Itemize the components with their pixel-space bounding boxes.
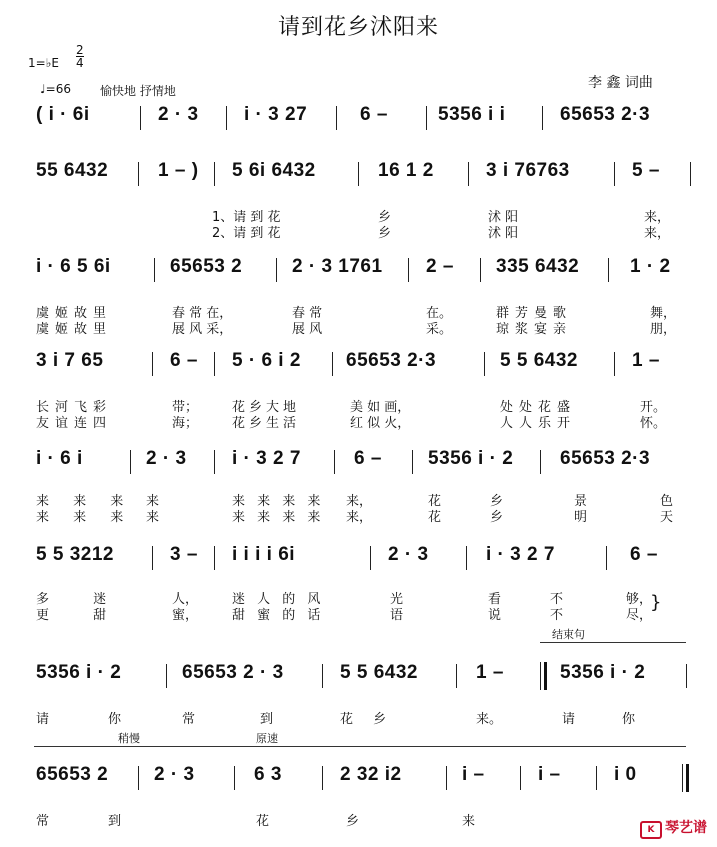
lyric: 群芳曼歌 — [496, 306, 573, 321]
lyric: 沭 阳 — [488, 226, 519, 241]
measure: 2 – — [426, 256, 454, 277]
barline — [426, 106, 427, 130]
barline — [154, 258, 155, 282]
lyric: 虞姬故里 — [36, 322, 113, 337]
measure: 3 – — [170, 544, 198, 565]
measure: 5 5 3212 — [36, 544, 114, 565]
lyric: 长河飞彩 — [36, 400, 113, 415]
logo-text: 琴艺谱 — [665, 820, 707, 836]
key-text: 1=♭E — [28, 56, 59, 70]
measure: 1 · 2 — [630, 256, 671, 277]
measure: 1 – — [632, 350, 660, 371]
lyric: 光 — [390, 592, 404, 607]
lyric: 语 — [390, 608, 404, 623]
measure: 6 – — [630, 544, 658, 565]
lyric: 不 — [550, 592, 564, 607]
barline — [332, 352, 333, 376]
lyric: 人， — [172, 592, 199, 607]
barline — [606, 546, 607, 570]
tempo-change-label: 稍慢 — [118, 732, 140, 745]
barline — [608, 258, 609, 282]
lyric: 春 常 在， — [172, 306, 233, 321]
barline — [334, 450, 335, 474]
measure: i · 3 2 7 — [232, 448, 301, 469]
measure: 5356 i · 2 — [36, 662, 122, 683]
lyric: 花乡大地 — [232, 400, 301, 415]
measure: 65653 2 — [36, 764, 109, 785]
measure: 16 1 2 — [378, 160, 434, 181]
barline — [614, 352, 615, 376]
barline — [542, 106, 543, 130]
barline — [140, 106, 141, 130]
lyric: 花乡生活 — [232, 416, 301, 431]
barline — [322, 766, 323, 790]
lyric: 花 — [256, 814, 270, 829]
measure: ( i · 6i — [36, 104, 90, 125]
lyric: 尽， — [626, 608, 653, 623]
measure: i · 6 i — [36, 448, 83, 469]
lyric: 美 如 画， — [350, 400, 411, 415]
measure: 3 i 76763 — [486, 160, 570, 181]
lyric: 乡 — [378, 226, 392, 241]
lyric: 来， — [346, 510, 373, 525]
barline — [214, 352, 215, 376]
measure: 335 6432 — [496, 256, 580, 277]
barline — [234, 766, 235, 790]
lyric: 海； — [172, 416, 199, 431]
lyric: 展 风 — [292, 322, 323, 337]
lyric: 人人乐开 — [500, 416, 577, 431]
lyric: 明 — [574, 510, 588, 525]
lyric: 天 — [660, 510, 674, 525]
lyric: 开。 — [640, 400, 667, 415]
measure: 1 – ) — [158, 160, 199, 181]
measure: i – — [538, 764, 561, 785]
expression-mark: 愉快地 抒情地 — [100, 84, 176, 98]
measure: 5 6i 6432 — [232, 160, 316, 181]
measure: 2 · 3 — [154, 764, 195, 785]
barline — [682, 764, 683, 792]
measure: 5 – — [632, 160, 660, 181]
measure: 5356 i · 2 — [560, 662, 646, 683]
lyric: 到 — [260, 712, 274, 727]
measure: 6 – — [354, 448, 382, 469]
lyric: 怀。 — [640, 416, 667, 431]
barline — [322, 664, 323, 688]
barline — [468, 162, 469, 186]
lyric: 看 — [488, 592, 502, 607]
barline — [130, 450, 131, 474]
lyric: 更 甜 — [36, 608, 127, 623]
lyric: 来， — [644, 210, 671, 225]
measure: 2 · 3 — [146, 448, 187, 469]
lyric: 乡 — [378, 210, 392, 225]
lyric: 景 — [574, 494, 588, 509]
measure: 2 32 i2 — [340, 764, 402, 785]
barline — [138, 766, 139, 790]
measure: 6 3 — [254, 764, 282, 785]
barline — [370, 546, 371, 570]
measure: 55 6432 — [36, 160, 109, 181]
lyric: 来。 — [476, 712, 503, 727]
barline — [412, 450, 413, 474]
barline — [358, 162, 359, 186]
lyric: 乡 — [490, 510, 504, 525]
barline — [540, 450, 541, 474]
measure: i · 3 27 — [244, 104, 308, 125]
barline — [336, 106, 337, 130]
measure: 3 i 7 65 — [36, 350, 104, 371]
barline — [690, 162, 691, 186]
lyric: 朋， — [650, 322, 677, 337]
ending-bracket — [540, 642, 686, 643]
lyric: 花 — [428, 510, 442, 525]
barline — [214, 546, 215, 570]
lyric: 带； — [172, 400, 199, 415]
lyric: 来 来 来 来 — [232, 510, 325, 525]
ending-label: 结束句 — [552, 628, 585, 641]
measure: 6 – — [360, 104, 388, 125]
site-logo — [640, 817, 707, 839]
measure: 65653 2 · 3 — [182, 662, 284, 683]
lyric: 1、请 到 花 — [212, 210, 281, 225]
lyric: 来 来 来 — [36, 510, 134, 525]
measure: i i i i 6i — [232, 544, 296, 565]
measure: 65653 2·3 — [560, 448, 651, 469]
lyric: 来 — [462, 814, 476, 829]
measure: i · 6 5 6i — [36, 256, 111, 277]
measure: i · 3 2 7 — [486, 544, 555, 565]
measure: 65653 2 — [170, 256, 243, 277]
song-title: 请到花乡沭阳来 — [277, 15, 439, 40]
time-num: 2 — [76, 43, 84, 57]
lyric: 友谊连四 — [36, 416, 113, 431]
barline — [214, 450, 215, 474]
time-signature — [76, 44, 84, 69]
lyric: 花 乡 — [340, 712, 395, 727]
lyric: 够， — [626, 592, 653, 607]
lyric: 请 — [562, 712, 576, 727]
barline — [226, 106, 227, 130]
barline — [152, 546, 153, 570]
barline — [276, 258, 277, 282]
barline — [152, 352, 153, 376]
lyric: 蜜， — [172, 608, 199, 623]
lyric: 花 — [428, 494, 442, 509]
barline — [214, 162, 215, 186]
brace-mark: } — [650, 592, 662, 613]
barline — [614, 162, 615, 186]
measure: 5 5 6432 — [340, 662, 418, 683]
lyric: 你 — [622, 712, 636, 727]
lyric: 来 来 来 — [36, 494, 134, 509]
lyric: 采。 — [426, 322, 453, 337]
lyric: 处处花盛 — [500, 400, 577, 415]
lyric: 你 — [108, 712, 122, 727]
lyric: 甜 蜜 的 话 — [232, 608, 325, 623]
lyric: 在。 — [426, 306, 453, 321]
barline — [466, 546, 467, 570]
lyric: 春 常 — [292, 306, 323, 321]
barline — [484, 352, 485, 376]
measure: 65653 2·3 — [560, 104, 651, 125]
tempo-change-label: 原速 — [256, 732, 278, 745]
barline — [408, 258, 409, 282]
lyric: 不 — [550, 608, 564, 623]
measure: 5 · 6 i 2 — [232, 350, 301, 371]
lyric: 红 似 火， — [350, 416, 411, 431]
key-signature — [28, 56, 59, 70]
ending-bracket — [34, 746, 686, 747]
lyric: 常 — [36, 814, 50, 829]
lyric: 舞， — [650, 306, 677, 321]
lyric: 乡 — [490, 494, 504, 509]
measure: 2 · 3 — [158, 104, 199, 125]
measure: 5 5 6432 — [500, 350, 578, 371]
measure: 2 · 3 1761 — [292, 256, 383, 277]
measure: 65653 2·3 — [346, 350, 437, 371]
repeat-barline — [544, 662, 547, 690]
lyric: 来 — [146, 510, 160, 525]
lyric: 到 — [108, 814, 122, 829]
measure: 6 – — [170, 350, 198, 371]
lyric: 琼浆宴亲 — [496, 322, 573, 337]
measure: 1 – — [476, 662, 504, 683]
barline — [540, 662, 541, 690]
measure: 2 · 3 — [388, 544, 429, 565]
barline — [166, 664, 167, 688]
barline — [456, 664, 457, 688]
final-barline — [686, 764, 689, 792]
barline — [686, 664, 687, 688]
lyric: 请 — [36, 712, 50, 727]
measure: i 0 — [614, 764, 637, 785]
measure: i – — [462, 764, 485, 785]
barline — [520, 766, 521, 790]
lyric: 多 迷 — [36, 592, 127, 607]
lyric: 常 — [182, 712, 196, 727]
measure: 5356 i · 2 — [428, 448, 514, 469]
author-credit: 李 鑫 词曲 — [588, 75, 653, 91]
lyric: 乡 — [346, 814, 360, 829]
barline — [446, 766, 447, 790]
lyric: 来， — [346, 494, 373, 509]
barline — [480, 258, 481, 282]
lyric: 来 来 来 来 — [232, 494, 325, 509]
lyric: 来 — [146, 494, 160, 509]
tempo-mark: ♩=66 — [40, 82, 71, 96]
lyric: 虞姬故里 — [36, 306, 113, 321]
lyric: 2、请 到 花 — [212, 226, 281, 241]
lyric: 沭 阳 — [488, 210, 519, 225]
barline — [138, 162, 139, 186]
lyric: 迷 人 的 风 — [232, 592, 325, 607]
lyric: 展 风 采， — [172, 322, 233, 337]
lyric: 说 — [488, 608, 502, 623]
logo-icon: K — [640, 821, 662, 839]
barline — [596, 766, 597, 790]
lyric: 色 — [660, 494, 674, 509]
time-den: 4 — [76, 56, 84, 70]
measure: 5356 i i — [438, 104, 506, 125]
lyric: 来， — [644, 226, 671, 241]
